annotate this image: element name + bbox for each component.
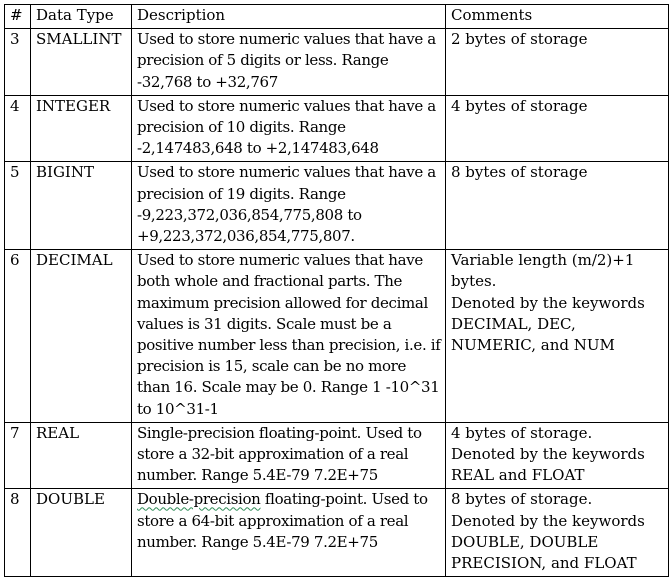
header-data-type: Data Type [31,5,132,29]
header-description: Description [132,5,446,29]
header-comments: Comments [446,5,669,29]
header-num: # [5,5,31,29]
table-row [5,95,669,162]
comments-cell: 4 bytes of storage. Denoted by the keywords REAL and FLOAT [446,422,669,489]
comments-cell: 8 bytes of storage. Denoted by the keywords DOUBLE, DOUBLE PRECISION, and FLOAT [446,489,669,577]
description-cell: Single-precision floating-point. Used to store a 32-bit approximation of a real number. Range 5.4E-79 7.2E+75 [132,422,446,489]
header-row [5,5,669,29]
spellcheck-marked-text: Double-precision [137,490,261,509]
data-type-name: INTEGER [31,95,132,162]
comments-cell: 2 bytes of storage [446,29,669,96]
data-type-name: BIGINT [31,162,132,250]
description-cell: Used to store numeric values that have a precision of 5 digits or less. Range -32,768 to +32,767 [132,29,446,96]
table-row [5,422,669,489]
table-row [5,489,669,577]
data-type-name: DECIMAL [31,250,132,423]
comments-cell: Variable length (m/2)+1 bytes. Denoted by the keywords DECIMAL, DEC, NUMERIC, and NUM [446,250,669,423]
row-number: 4 [5,95,31,162]
comments-cell: 8 bytes of storage [446,162,669,250]
description-cell: Used to store numeric values that have a precision of 10 digits. Range -2,147483,648 to +2,147483,648 [132,95,446,162]
table-row [5,29,669,96]
description-cell: Used to store numeric values that have a precision of 19 digits. Range -9,223,372,036,854,775,808 to +9,223,372,036,854,775,807. [132,162,446,250]
data-type-name: SMALLINT [31,29,132,96]
row-number: 7 [5,422,31,489]
row-number: 6 [5,250,31,423]
row-number: 5 [5,162,31,250]
description-cell: Used to store numeric values that have both whole and fractional parts. The maximum precision allowed for decimal values is 31 digits. Scale must be a positive number less than precision, i.e. if precision is 15, scale can be no more than 16. Scale may be 0. Range 1 -10^31 to 10^31-1 [132,250,446,423]
description-text: floating-point. Used to store a 64-bit approximation of a real number. Range 5.4E-79 7.2E+75 [137,490,428,551]
table-row [5,250,669,423]
description-cell [132,489,446,577]
row-number: 3 [5,29,31,96]
row-number: 8 [5,489,31,577]
comments-cell: 4 bytes of storage [446,95,669,162]
table-row [5,162,669,250]
data-type-name: DOUBLE [31,489,132,577]
data-types-table [4,4,669,577]
data-type-name: REAL [31,422,132,489]
